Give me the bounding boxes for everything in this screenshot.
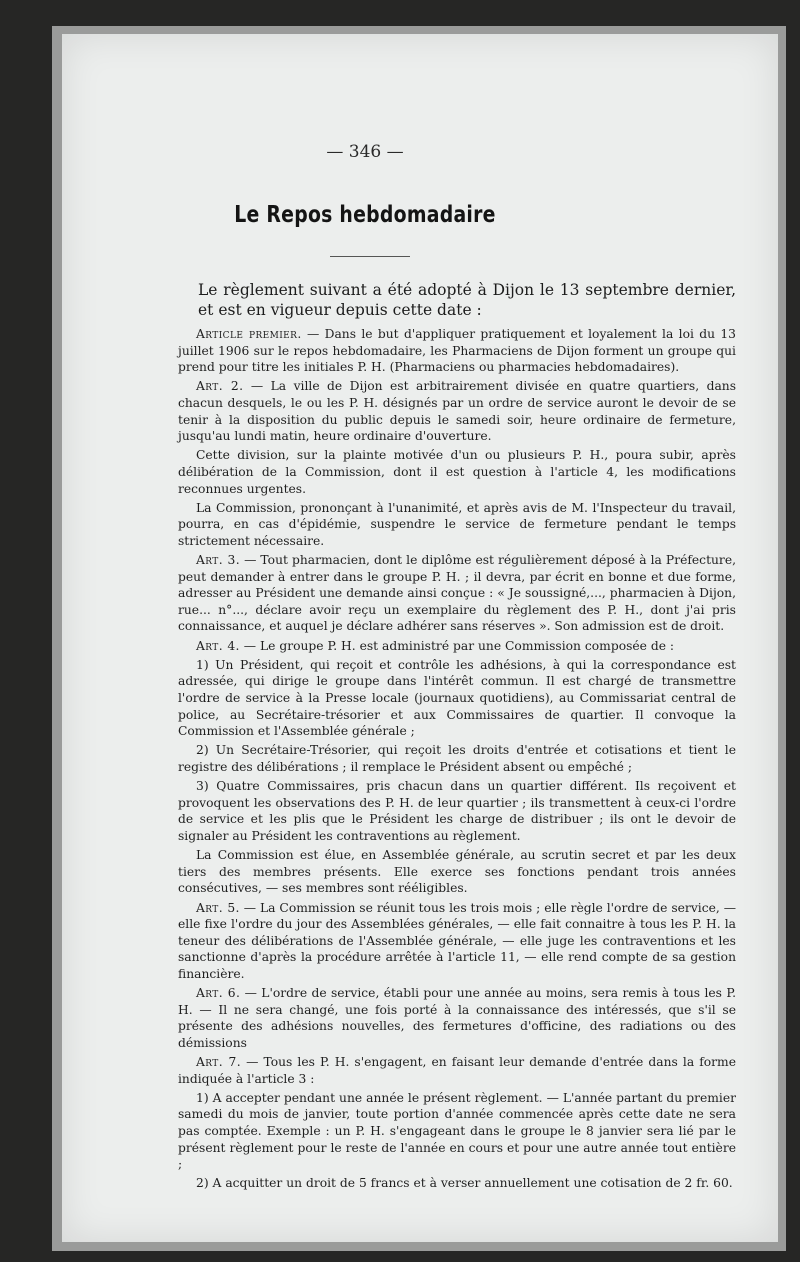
article-7 xyxy=(178,1054,736,1087)
article-text: — Dans le but d'appliquer pratiquement et loyalement la loi du 13 juillet 1906 sur le repos hebdomadaire, les Pharmaciens de Dijon forment un groupe qui prend pour titre les initiales P. H. (Pharmaciens ou pharmacies hebdomadaires). xyxy=(178,327,737,375)
page-title: Le Repos hebdomadaire xyxy=(234,202,496,228)
article-lead: Art. 5. xyxy=(196,900,240,915)
article-4-item-2: 2) Un Secrétaire-Trésorier, qui reçoit les droits d'entrée et cotisations et tient le registre des délibérations ; il remplace le Président absent ou empêché ; xyxy=(178,743,736,774)
article-lead: Art. 3. xyxy=(196,553,241,568)
article-5 xyxy=(178,900,736,983)
article-1 xyxy=(178,326,736,376)
article-3 xyxy=(178,552,736,635)
article-2-para-2: Cette division, sur la plainte motivée d'un ou plusieurs P. H., poura subir, après délibération de la Commission, dont il est question à l'article 4, les modifications reconnues urgentes. xyxy=(178,448,736,496)
article-text: — La Commission se réunit tous les trois mois ; elle règle l'ordre de service, — elle fixe l'ordre du jour des Assemblées générales, — elle fait connaitre à tous les P. H. la teneur des délibérations de l'Assemblée générale, — elle juge les contraventions et les sanctionne d'après la procédure arrêtée à l'article 11, — elle rend compte de sa gestion financière. xyxy=(178,900,736,981)
article-lead: Art. 7. xyxy=(196,1055,242,1070)
article-4-item-3: 3) Quatre Commissaires, pris chacun dans un quartier différent. Ils reçoivent et provoquent les observations des P. H. de leur quartier ; ils transmettent à ceux-ci l'ordre de service et les plis que le Président les charge de distribuer ; ils ont le devoir de signaler au Président les contraventions au règlement. xyxy=(178,779,736,843)
article-2 xyxy=(178,378,736,444)
article-6 xyxy=(178,985,736,1051)
article-4-para-election: La Commission est élue, en Assemblée générale, au scrutin secret et par les deux tiers des membres présents. Elle exerce ses fonctions pendant trois années consécutives, — ses membres sont rééligibles. xyxy=(178,848,736,896)
article-text: — Tout pharmacien, dont le diplôme est régulièrement déposé à la Préfecture, peut demander à entrer dans le groupe P. H. ; il devra, par écrit en bonne et due forme, adresser au Président une demande ainsi conçue : « Je soussigné,..., pharmacien à Dijon, rue... n°..., déclare avoir reçu un exemplaire du règlement des P. H., dont j'ai pris connaissance, et auquel je déclare adhérer sans réserves ». Son admission est de droit. xyxy=(178,553,736,634)
regulation-body xyxy=(178,326,736,1195)
article-4 xyxy=(178,638,736,655)
article-4-item-1: 1) Un Président, qui reçoit et contrôle les adhésions, à qui la correspondance est adressée, qui dirige le groupe dans l'intérêt commun. Il est chargé de transmettre l'ordre de service à la Presse locale (journaux quotidiens), au Commissariat central de police, au Secrétaire-trésorier et aux Commissaires de quartier. Il convoque la Commission et l'Assemblée générale ; xyxy=(178,657,736,739)
title-rule xyxy=(330,256,410,257)
article-7-item-2: 2) A acquitter un droit de 5 francs et à verser annuellement une cotisation de 2 fr. 60. xyxy=(196,1176,733,1191)
article-lead: Art. 4. xyxy=(196,638,240,653)
article-2-para-3: La Commission, prononçant à l'unanimité, et après avis de M. l'Inspecteur du travail, pourra, en cas d'épidémie, suspendre le service de fermeture pendant le temps strictement nécessaire. xyxy=(178,500,736,548)
article-lead: Art. 6. xyxy=(196,986,241,1001)
article-lead: Art. 2. xyxy=(196,379,244,394)
article-text: — La ville de Dijon est arbitrairement divisée en quatre quartiers, dans chacun desquels, le ou les P. H. désignés par un ordre de service auront le devoir de se tenir à la disposition du public depuis le samedi soir, heure ordinaire de fermeture, jusqu'au lundi matin, heure ordinaire d'ouverture. xyxy=(178,379,736,444)
article-text: — Tous les P. H. s'engagent, en faisant leur demande d'entrée dans la forme indiquée à l'article 3 : xyxy=(178,1055,736,1086)
article-7-item-1: 1) A accepter pendant une année le présent règlement. — L'année partant du premier samedi du mois de janvier, toute portion d'année commencée après cette date ne sera pas comptée. Exemple : un P. H. s'engageant dans le groupe le 8 janvier sera lié par le présent règlement pour le reste de l'année en cours et pour une autre année tout entière ; xyxy=(178,1090,736,1172)
article-text: — L'ordre de service, établi pour une année au moins, sera remis à tous les P. H. — Il ne sera changé, une fois porté à la connaissance des intéressés, que s'il se présente des adhésions nouvelles, des fermetures d'officine, des radiations ou des démissions xyxy=(178,986,737,1050)
intro-text: Le règlement suivant a été adopté à Dijon le 13 septembre dernier, et est en vigueur depuis cette date : xyxy=(198,281,736,319)
article-text: — Le groupe P. H. est administré par une Commission composée de : xyxy=(239,638,675,653)
article-lead: Article premier. xyxy=(196,327,302,341)
intro-paragraph xyxy=(198,280,736,320)
page-number: — 346 — xyxy=(326,142,404,162)
